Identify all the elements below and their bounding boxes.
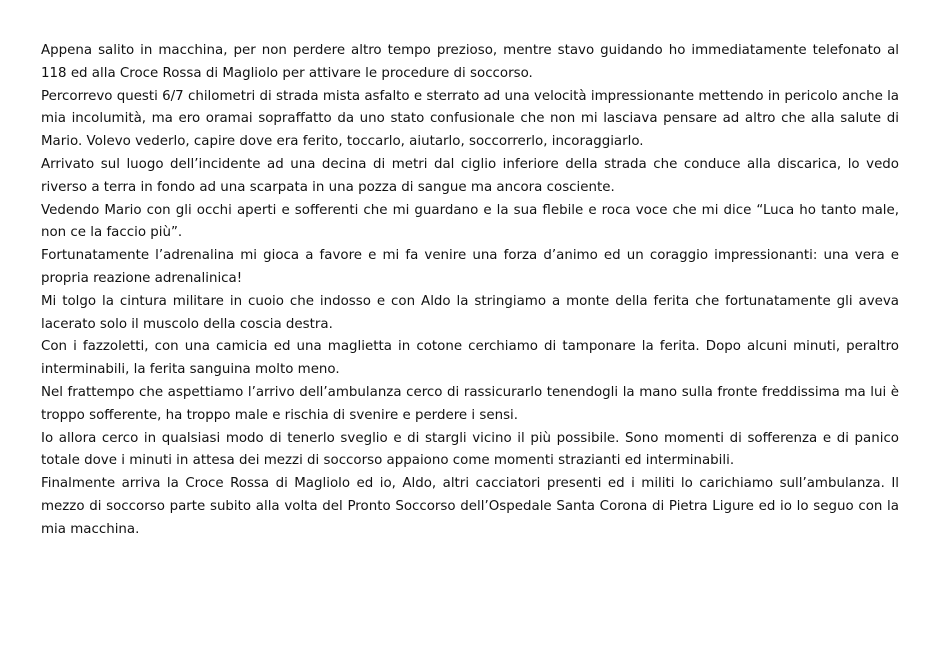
paragraph-3: Arrivato sul luogo dell’incidente ad una decina di metri dal ciglio inferiore della strada che conduce alla discarica, lo vedo riverso a terra in fondo ad una scarpata in una pozza di sangue ma ancora cosciente. — [41, 156, 899, 195]
paragraph-6: Mi tolgo la cintura militare in cuoio che indosso e con Aldo la stringiamo a monte della ferita che fortunatamente gli aveva lacerato solo il muscolo della coscia destra. — [41, 293, 899, 332]
paragraph-2: Percorrevo questi 6/7 chilometri di strada mista asfalto e sterrato ad una velocità impressionante mettendo in pericolo anche la mia incolumità, ma ero oramai sopraffatto da uno stato confusionale che non mi lasciava pensare ad altro che alla salute di Mario. Volevo vederlo, capire dove era ferito, toccarlo, aiutarlo, soccorrerlo, incoraggiarlo. — [41, 88, 899, 150]
paragraph-7: Con i fazzoletti, con una camicia ed una maglietta in cotone cerchiamo di tamponare la ferita. Dopo alcuni minuti, peraltro interminabili, la ferita sanguina molto meno. — [41, 339, 899, 378]
paragraph-5: Fortunatamente l’adrenalina mi gioca a favore e mi fa venire una forza d’animo ed un coraggio impressionanti: una vera e propria reazione adrenalinica! — [41, 248, 899, 286]
paragraph-4: Vedendo Mario con gli occhi aperti e sofferenti che mi guardano e la sua flebile e roca voce che mi dice “Luca ho tanto male, non ce la faccio più”. — [41, 202, 899, 241]
document-body — [41, 40, 899, 542]
paragraph-9: Io allora cerco in qualsiasi modo di tenerlo sveglio e di stargli vicino il più possibile. Sono momenti di sofferenza e di panico totale dove i minuti in attesa dei mezzi di soccorso appaiono come momenti strazianti ed interminabili. — [41, 430, 899, 469]
paragraph-10: Finalmente arriva la Croce Rossa di Magliolo ed io, Aldo, altri cacciatori presenti ed i militi lo carichiamo sull’ambulanza. Il mezzo di soccorso parte subito alla volta del Pronto Soccorso dell’Ospedale Santa Corona di Pietra Ligure ed io lo seguo con la mia macchina. — [41, 476, 899, 537]
paragraph-8: Nel frattempo che aspettiamo l’arrivo dell’ambulanza cerco di rassicurarlo tenendogli la mano sulla fronte freddissima ma lui è troppo sofferente, ha troppo male e rischia di svenire e perdere i sensi. — [41, 384, 899, 423]
paragraph-1: Appena salito in macchina, per non perdere altro tempo prezioso, mentre stavo guidando ho immediatamente telefonato al 118 ed alla Croce Rossa di Magliolo per attivare le procedure di soccorso. — [41, 43, 899, 81]
